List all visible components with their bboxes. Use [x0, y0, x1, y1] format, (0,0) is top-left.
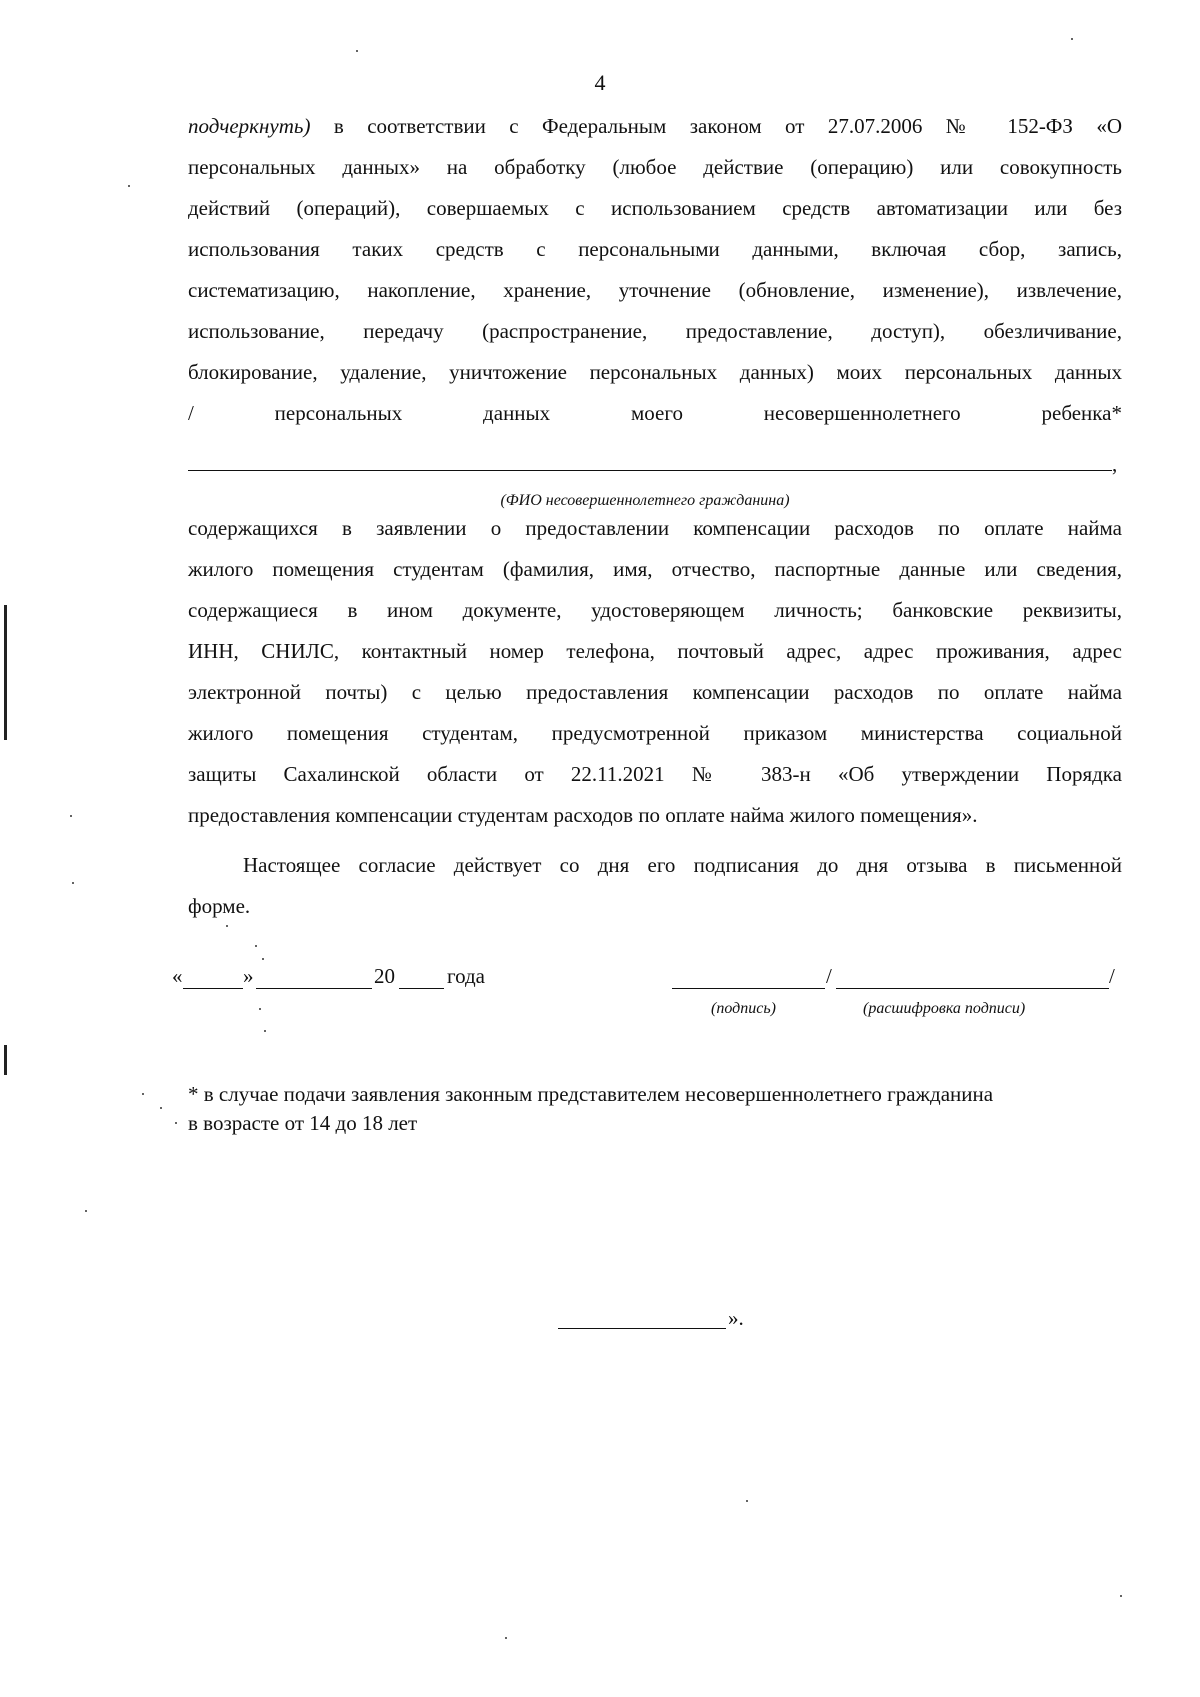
- text-line: Настоящее согласие действует со дня его подписания до дня отзыва в письменной: [243, 853, 1122, 877]
- consent-paragraph-2: [188, 508, 1122, 836]
- text-line: форме.: [188, 894, 251, 918]
- footnote: [188, 1080, 993, 1138]
- date-year-prefix: 20: [374, 964, 395, 988]
- scan-speck: [1071, 38, 1073, 40]
- scan-speck: [262, 958, 264, 960]
- scan-speck: [255, 945, 257, 947]
- scan-speck: [264, 1030, 266, 1032]
- scan-speck: [72, 882, 74, 884]
- date-suffix: года: [447, 964, 485, 988]
- scan-speck: [70, 815, 72, 817]
- text-line: использования таких средств с персональными данными, включая сбор, запись,: [188, 237, 1122, 261]
- text-line: ИНН, СНИЛС, контактный номер телефона, почтовый адрес, адрес проживания, адрес: [188, 639, 1122, 663]
- text-line: электронной почты) с целью предоставления компенсации расходов по оплате найма: [188, 680, 1122, 704]
- signature-caption: (подпись): [711, 1000, 776, 1017]
- page-number: 4: [594, 70, 606, 95]
- scan-speck: [175, 1122, 177, 1124]
- scan-speck: [142, 1093, 144, 1095]
- text-line: содержащихся в заявлении о предоставлении компенсации расходов по оплате найма: [188, 516, 1122, 540]
- signature-decode-caption: (расшифровка подписи): [863, 1000, 1026, 1017]
- scan-edge-mark: [4, 605, 7, 740]
- signature-end-slash: /: [1109, 964, 1115, 988]
- fio-caption: (ФИО несовершеннолетнего гражданина): [500, 492, 790, 509]
- text-line: блокирование, удаление, уничтожение персональных данных) моих персональных данных: [188, 360, 1122, 384]
- footnote-line: * в случае подачи заявления законным представителем несовершеннолетнего гражданина: [188, 1082, 994, 1106]
- scan-speck: [85, 1210, 87, 1212]
- scan-speck: [128, 185, 130, 187]
- scan-edge-mark: [4, 1045, 7, 1075]
- scan-speck: [226, 925, 228, 927]
- text-line: персональных данных» на обработку (любое действие (операцию) или совокупность: [188, 155, 1122, 179]
- underline-note: подчеркнуть): [188, 114, 311, 138]
- text-line: жилого помещения студентам (фамилия, имя, отчество, паспортные данные или сведения,: [188, 557, 1122, 581]
- fio-line-comma: ,: [1112, 452, 1118, 476]
- fio-blank-line[interactable]: [188, 470, 1112, 471]
- text-line: жилого помещения студентам, предусмотренной приказом министерства социальной: [188, 721, 1122, 745]
- text-line: использование, передачу (распространение, предоставление, доступ), обезличивание,: [188, 319, 1122, 343]
- closing-quote: ».: [728, 1306, 744, 1330]
- date-open-quote: «: [172, 964, 183, 988]
- closing-blank-line[interactable]: [558, 1328, 726, 1329]
- text-line: действий (операций), совершаемых с использованием средств автоматизации или без: [188, 196, 1122, 220]
- text-line: содержащиеся в ином документе, удостоверяющем личность; банковские реквизиты,: [188, 598, 1122, 622]
- text-line: предоставления компенсации студентам расходов по оплате найма жилого помещения».: [188, 803, 978, 827]
- scan-speck: [746, 1500, 748, 1502]
- date-close-quote: »: [243, 964, 254, 988]
- footnote-line: в возрасте от 14 до 18 лет: [188, 1111, 418, 1135]
- scan-speck: [505, 1637, 507, 1639]
- text-line: систематизацию, накопление, хранение, уточнение (обновление, изменение), извлечение,: [188, 278, 1122, 302]
- date-month-field[interactable]: [256, 988, 372, 989]
- date-day-field[interactable]: [183, 988, 243, 989]
- text-line: защиты Сахалинской области от 22.11.2021 № 383-н «Об утверждении Порядка: [188, 762, 1122, 786]
- text-segment: в соответствии с Федеральным законом от 27.07.2006 № 152-ФЗ «О: [310, 114, 1122, 138]
- date-year-field[interactable]: [399, 988, 444, 989]
- scan-speck: [160, 1107, 162, 1109]
- signature-field[interactable]: [672, 988, 825, 989]
- signature-separator: /: [826, 964, 832, 988]
- text-line: / персональных данных моего несовершеннолетнего ребенка*: [188, 401, 1122, 425]
- consent-paragraph-1: [188, 106, 1122, 434]
- validity-paragraph: [188, 845, 1122, 927]
- scan-speck: [1120, 1595, 1122, 1597]
- scan-speck: [356, 50, 358, 52]
- text-line: [188, 106, 1122, 147]
- scan-speck: [259, 1008, 261, 1010]
- signature-decode-field[interactable]: [836, 988, 1109, 989]
